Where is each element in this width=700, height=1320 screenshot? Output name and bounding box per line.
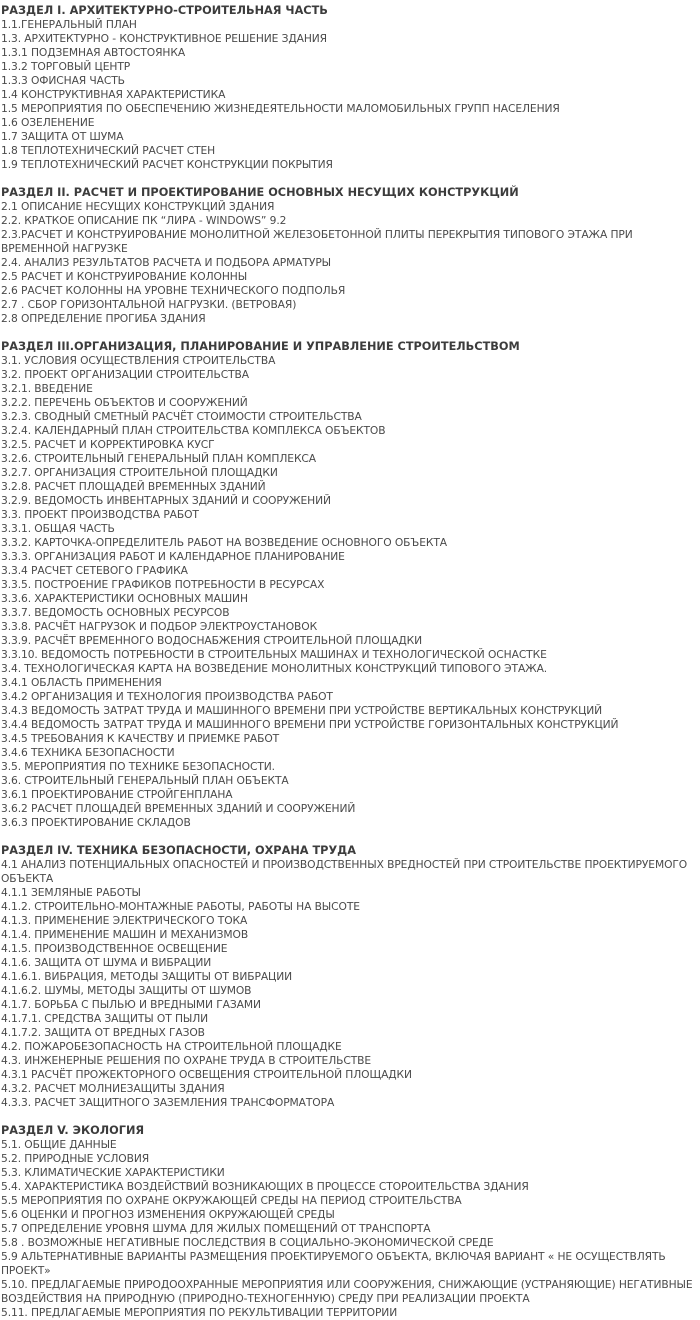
toc-item: 3.6.1 ПРОЕКТИРОВАНИЕ СТРОЙГЕНПЛАНА (1, 788, 233, 801)
toc-item: 3.2.7. ОРГАНИЗАЦИЯ СТРОИТЕЛЬНОЙ ПЛОЩАДКИ (1, 466, 278, 479)
toc-item: 3.2. ПРОЕКТ ОРГАНИЗАЦИИ СТРОИТЕЛЬСТВА (1, 368, 249, 381)
toc-item: 5.7 ОПРЕДЕЛЕНИЕ УРОВНЯ ШУМА ДЛЯ ЖИЛЫХ ПОМЕЩЕНИЙ ОТ ТРАНСПОРТА (1, 1222, 431, 1235)
toc-section (1, 340, 699, 830)
toc-item: 3.3.10. ВЕДОМОСТЬ ПОТРЕБНОСТИ В СТРОИТЕЛЬНЫХ МАШИНАХ И ТЕХНОЛОГИЧЕСКОЙ ОСНАСТКЕ (1, 648, 547, 661)
toc-item: 1.3.3 ОФИСНАЯ ЧАСТЬ (1, 74, 125, 87)
toc-item: 5.9 АЛЬТЕРНАТИВНЫЕ ВАРИАНТЫ РАЗМЕЩЕНИЯ ПРОЕКТИРУЕМОГО ОБЪЕКТА, ВКЛЮЧАЯ ВАРИАНТ « НЕ ОСУЩЕСТВЛЯТЬ ПРОЕКТ» (1, 1250, 666, 1277)
toc-item: 2.1 ОПИСАНИЕ НЕСУЩИХ КОНСТРУКЦИЙ ЗДАНИЯ (1, 200, 275, 213)
toc-item: 1.9 ТЕПЛОТЕХНИЧЕСКИЙ РАСЧЕТ КОНСТРУКЦИИ ПОКРЫТИЯ (1, 158, 333, 171)
toc-item: 3.2.5. РАСЧЕТ И КОРРЕКТИРОВКА КУСГ (1, 438, 215, 451)
toc-item: 1.3. АРХИТЕКТУРНО - КОНСТРУКТИВНОЕ РЕШЕНИЕ ЗДАНИЯ (1, 32, 327, 45)
section-title: РАЗДЕЛ III.ОРГАНИЗАЦИЯ, ПЛАНИРОВАНИЕ И УПРАВЛЕНИЕ СТРОИТЕЛЬСТВОМ (1, 340, 520, 353)
toc-item: 3.2.2. ПЕРЕЧЕНЬ ОБЪЕКТОВ И СООРУЖЕНИЙ (1, 396, 248, 409)
toc-item: 5.10. ПРЕДЛАГАЕМЫЕ ПРИРОДООХРАННЫЕ МЕРОПРИЯТИЯ ИЛИ СООРУЖЕНИЯ, СНИЖАЮЩИЕ (УСТРАНЯЮЩИЕ) НЕГАТИВНЫЕ ВОЗДЕЙСТВИЯ НА ПРИРОДНУЮ (ПРИРОДНО-ТЕХНОГЕННУЮ) СРЕДУ ПРИ РЕАЛИЗАЦИИ ПРОЕКТА (1, 1278, 693, 1305)
toc-item: 3.3.4 РАСЧЕТ СЕТЕВОГО ГРАФИКА (1, 564, 188, 577)
toc-item: 3.6. СТРОИТЕЛЬНЫЙ ГЕНЕРАЛЬНЫЙ ПЛАН ОБЪЕКТА (1, 774, 289, 787)
toc-item: 2.4. АНАЛИЗ РЕЗУЛЬТАТОВ РАСЧЕТА И ПОДБОРА АРМАТУРЫ (1, 256, 331, 269)
toc-item: 3.6.2 РАСЧЕТ ПЛОЩАДЕЙ ВРЕМЕННЫХ ЗДАНИЙ И СООРУЖЕНИЙ (1, 802, 356, 815)
toc-item: 1.6 ОЗЕЛЕНЕНИЕ (1, 116, 95, 129)
toc-item: 3.4.2 ОРГАНИЗАЦИЯ И ТЕХНОЛОГИЯ ПРОИЗВОДСТВА РАБОТ (1, 690, 333, 703)
toc-item: 4.3. ИНЖЕНЕРНЫЕ РЕШЕНИЯ ПО ОХРАНЕ ТРУДА В СТРОИТЕЛЬСТВЕ (1, 1054, 372, 1067)
toc-item: 3.4.4 ВЕДОМОСТЬ ЗАТРАТ ТРУДА И МАШИННОГО ВРЕМЕНИ ПРИ УСТРОЙСТВЕ ГОРИЗОНТАЛЬНЫХ КОНСТРУКЦИЙ (1, 718, 619, 731)
toc-item: 2.3.РАСЧЕТ И КОНСТРУИРОВАНИЕ МОНОЛИТНОЙ ЖЕЛЕЗОБЕТОННОЙ ПЛИТЫ ПЕРЕКРЫТИЯ ТИПОВОГО ЭТАЖА ПРИ ВРЕМЕННОЙ НАГРУЗКЕ (1, 228, 633, 255)
toc-item: 1.3.1 ПОДЗЕМНАЯ АВТОСТОЯНКА (1, 46, 186, 59)
toc-item: 1.4 КОНСТРУКТИВНАЯ ХАРАКТЕРИСТИКА (1, 88, 226, 101)
section-title: РАЗДЕЛ I. АРХИТЕКТУРНО-СТРОИТЕЛЬНАЯ ЧАСТЬ (1, 4, 328, 17)
toc-item: 3.2.9. ВЕДОМОСТЬ ИНВЕНТАРНЫХ ЗДАНИЙ И СООРУЖЕНИЙ (1, 494, 331, 507)
toc-item: 4.1.7.2. ЗАЩИТА ОТ ВРЕДНЫХ ГАЗОВ (1, 1026, 205, 1039)
toc-item: 5.11. ПРЕДЛАГАЕМЫЕ МЕРОПРИЯТИЯ ПО РЕКУЛЬТИВАЦИИ ТЕРРИТОРИИ (1, 1306, 398, 1319)
toc-item: 3.3.3. ОРГАНИЗАЦИЯ РАБОТ И КАЛЕНДАРНОЕ ПЛАНИРОВАНИЕ (1, 550, 345, 563)
toc-item: 1.5 МЕРОПРИЯТИЯ ПО ОБЕСПЕЧЕНИЮ ЖИЗНЕДЕЯТЕЛЬНОСТИ МАЛОМОБИЛЬНЫХ ГРУПП НАСЕЛЕНИЯ (1, 102, 560, 115)
toc-item: 3.4.1 ОБЛАСТЬ ПРИМЕНЕНИЯ (1, 676, 162, 689)
toc-item: 3.3.7. ВЕДОМОСТЬ ОСНОВНЫХ РЕСУРСОВ (1, 606, 230, 619)
toc-item: 2.8 ОПРЕДЕЛЕНИЕ ПРОГИБА ЗДАНИЯ (1, 312, 206, 325)
toc-item: 4.1.2. СТРОИТЕЛЬНО-МОНТАЖНЫЕ РАБОТЫ, РАБОТЫ НА ВЫСОТЕ (1, 900, 360, 913)
toc-item: 2.2. КРАТКОЕ ОПИСАНИЕ ПК “ЛИРА - WINDOWS” 9.2 (1, 214, 287, 227)
toc-item: 4.1.4. ПРИМЕНЕНИЕ МАШИН И МЕХАНИЗМОВ (1, 928, 249, 941)
toc-item: 4.1.6. ЗАЩИТА ОТ ШУМА И ВИБРАЦИИ (1, 956, 212, 969)
toc-item: 3.4.5 ТРЕБОВАНИЯ К КАЧЕСТВУ И ПРИЕМКЕ РАБОТ (1, 732, 280, 745)
toc-item: 4.1.6.1. ВИБРАЦИЯ, МЕТОДЫ ЗАЩИТЫ ОТ ВИБРАЦИИ (1, 970, 293, 983)
toc-item: 3.4.6 ТЕХНИКА БЕЗОПАСНОСТИ (1, 746, 175, 759)
section-title: РАЗДЕЛ II. РАСЧЕТ И ПРОЕКТИРОВАНИЕ ОСНОВНЫХ НЕСУЩИХ КОНСТРУКЦИЙ (1, 186, 519, 199)
toc-item: 4.3.2. РАСЧЕТ МОЛНИЕЗАЩИТЫ ЗДАНИЯ (1, 1082, 225, 1095)
toc-item: 4.1.5. ПРОИЗВОДСТВЕННОЕ ОСВЕЩЕНИЕ (1, 942, 228, 955)
toc-item: 4.1.7. БОРЬБА С ПЫЛЬЮ И ВРЕДНЫМИ ГАЗАМИ (1, 998, 261, 1011)
toc-item: 4.1.3. ПРИМЕНЕНИЕ ЭЛЕКТРИЧЕСКОГО ТОКА (1, 914, 248, 927)
toc-item: 2.5 РАСЧЕТ И КОНСТРУИРОВАНИЕ КОЛОННЫ (1, 270, 248, 283)
toc-section (1, 186, 699, 326)
toc-item: 3.5. МЕРОПРИЯТИЯ ПО ТЕХНИКЕ БЕЗОПАСНОСТИ. (1, 760, 275, 773)
toc-item: 3.1. УСЛОВИЯ ОСУЩЕСТВЛЕНИЯ СТРОИТЕЛЬСТВА (1, 354, 276, 367)
toc-item: 3.3.8. РАСЧЁТ НАГРУЗОК И ПОДБОР ЭЛЕКТРОУСТАНОВОК (1, 620, 318, 633)
toc-item: 5.2. ПРИРОДНЫЕ УСЛОВИЯ (1, 1152, 150, 1165)
toc-item: 2.6 РАСЧЕТ КОЛОННЫ НА УРОВНЕ ТЕХНИЧЕСКОГО ПОДПОЛЬЯ (1, 284, 346, 297)
toc-item: 1.1.ГЕНЕРАЛЬНЫЙ ПЛАН (1, 18, 137, 31)
toc-item: 3.3.5. ПОСТРОЕНИЕ ГРАФИКОВ ПОТРЕБНОСТИ В РЕСУРСАХ (1, 578, 325, 591)
toc-item: 5.8 . ВОЗМОЖНЫЕ НЕГАТИВНЫЕ ПОСЛЕДСТВИЯ В СОЦИАЛЬНО-ЭКОНОМИЧЕСКОЙ СРЕДЕ (1, 1236, 494, 1249)
toc-item: 4.2. ПОЖАРОБЕЗОПАСНОСТЬ НА СТРОИТЕЛЬНОЙ ПЛОЩАДКЕ (1, 1040, 342, 1053)
toc-item: 4.1.6.2. ШУМЫ, МЕТОДЫ ЗАЩИТЫ ОТ ШУМОВ (1, 984, 252, 997)
toc-item: 2.7 . СБОР ГОРИЗОНТАЛЬНОЙ НАГРУЗКИ. (ВЕТРОВАЯ) (1, 298, 297, 311)
toc-item: 3.3.6. ХАРАКТЕРИСТИКИ ОСНОВНЫХ МАШИН (1, 592, 248, 605)
toc-item: 3.4. ТЕХНОЛОГИЧЕСКАЯ КАРТА НА ВОЗВЕДЕНИЕ МОНОЛИТНЫХ КОНСТРУКЦИЙ ТИПОВОГО ЭТАЖА. (1, 662, 548, 675)
toc-item: 3.3.1. ОБЩАЯ ЧАСТЬ (1, 522, 115, 535)
toc-section (1, 844, 699, 1110)
toc-item: 3.3.2. КАРТОЧКА-ОПРЕДЕЛИТЕЛЬ РАБОТ НА ВОЗВЕДЕНИЕ ОСНОВНОГО ОБЪЕКТА (1, 536, 447, 549)
toc-item: 4.1 АНАЛИЗ ПОТЕНЦИАЛЬНЫХ ОПАСНОСТЕЙ И ПРОИЗВОДСТВЕННЫХ ВРЕДНОСТЕЙ ПРИ СТРОИТЕЛЬСТВЕ ПРОЕКТИРУЕМОГО ОБЪЕКТА (1, 858, 688, 885)
toc-item: 3.2.4. КАЛЕНДАРНЫЙ ПЛАН СТРОИТЕЛЬСТВА КОМПЛЕКСА ОБЪЕКТОВ (1, 424, 386, 437)
toc-item: 4.1.7.1. СРЕДСТВА ЗАЩИТЫ ОТ ПЫЛИ (1, 1012, 209, 1025)
toc-item: 5.3. КЛИМАТИЧЕСКИЕ ХАРАКТЕРИСТИКИ (1, 1166, 225, 1179)
toc-item: 3.6.3 ПРОЕКТИРОВАНИЕ СКЛАДОВ (1, 816, 191, 829)
toc-item: 1.7 ЗАЩИТА ОТ ШУМА (1, 130, 124, 143)
toc-section (1, 4, 699, 172)
toc-item: 3.2.8. РАСЧЕТ ПЛОЩАДЕЙ ВРЕМЕННЫХ ЗДАНИЙ (1, 480, 266, 493)
toc-item: 3.2.6. СТРОИТЕЛЬНЫЙ ГЕНЕРАЛЬНЫЙ ПЛАН КОМПЛЕКСА (1, 452, 317, 465)
toc-item: 3.3.9. РАСЧЁТ ВРЕМЕННОГО ВОДОСНАБЖЕНИЯ СТРОИТЕЛЬНОЙ ПЛОЩАДКИ (1, 634, 423, 647)
toc-item: 3.2.3. СВОДНЫЙ СМЕТНЫЙ РАСЧЁТ СТОИМОСТИ СТРОИТЕЛЬСТВА (1, 410, 362, 423)
section-title: РАЗДЕЛ IV. ТЕХНИКА БЕЗОПАСНОСТИ, ОХРАНА ТРУДА (1, 844, 356, 857)
toc-item: 4.3.3. РАСЧЕТ ЗАЩИТНОГО ЗАЗЕМЛЕНИЯ ТРАНСФОРМАТОРА (1, 1096, 335, 1109)
toc-item: 3.4.3 ВЕДОМОСТЬ ЗАТРАТ ТРУДА И МАШИННОГО ВРЕМЕНИ ПРИ УСТРОЙСТВЕ ВЕРТИКАЛЬНЫХ КОНСТРУКЦИЙ (1, 704, 603, 717)
toc-item: 3.2.1. ВВЕДЕНИЕ (1, 382, 93, 395)
toc-item: 5.6 ОЦЕНКИ И ПРОГНОЗ ИЗМЕНЕНИЯ ОКРУЖАЮЩЕЙ СРЕДЫ (1, 1208, 335, 1221)
toc-item: 3.3. ПРОЕКТ ПРОИЗВОДСТВА РАБОТ (1, 508, 199, 521)
toc-item: 5.5 МЕРОПРИЯТИЯ ПО ОХРАНЕ ОКРУЖАЮЩЕЙ СРЕДЫ НА ПЕРИОД СТРОИТЕЛЬСТВА (1, 1194, 462, 1207)
toc-item: 1.8 ТЕПЛОТЕХНИЧЕСКИЙ РАСЧЕТ СТЕН (1, 144, 216, 157)
section-title: РАЗДЕЛ V. ЭКОЛОГИЯ (1, 1124, 145, 1137)
toc-item: 4.1.1 ЗЕМЛЯНЫЕ РАБОТЫ (1, 886, 141, 899)
toc-section (1, 1124, 699, 1320)
toc-item: 5.4. ХАРАКТЕРИСТИКА ВОЗДЕЙСТВИЙ ВОЗНИКАЮЩИХ В ПРОЦЕССЕ СТОРОИТЕЛЬСТВА ЗДАНИЯ (1, 1180, 529, 1193)
toc-item: 5.1. ОБЩИЕ ДАННЫЕ (1, 1138, 117, 1151)
toc-item: 1.3.2 ТОРГОВЫЙ ЦЕНТР (1, 60, 131, 73)
toc-item: 4.3.1 РАСЧЁТ ПРОЖЕКТОРНОГО ОСВЕЩЕНИЯ СТРОИТЕЛЬНОЙ ПЛОЩАДКИ (1, 1068, 412, 1081)
